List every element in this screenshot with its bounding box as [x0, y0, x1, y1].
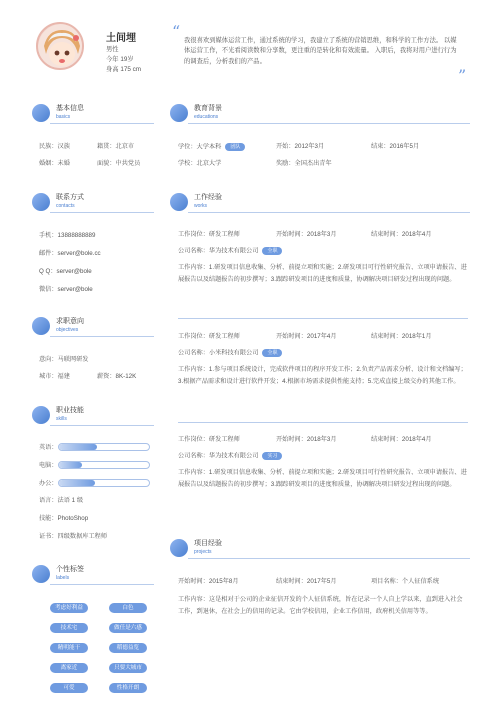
section-dot-icon	[32, 317, 50, 335]
job-end: 结束时间：2018年4月	[371, 436, 432, 443]
profile-gender: 男性	[106, 46, 119, 53]
degree-tag: 团队	[225, 143, 245, 151]
section-divider	[50, 425, 154, 426]
skill-label: 办公：	[39, 480, 58, 487]
section-subtitle: educations	[194, 114, 219, 120]
job-company: 公司名称：华为技术有限公司 实习	[178, 452, 282, 461]
job-position: 工作岗位：研发工程师	[178, 436, 240, 443]
self-intro: 我很喜欢到媒体运营工作，通过系统的学习，我建立了系统的营销思维，和科学的工作方法。 以媒体运营工作，不光看阅读数和分享数，更注重的是转化和有效流量。 入职后，我将对用户进行行为的调查后，分析我们的产品。	[184, 37, 457, 65]
job-type-tag: 全职	[262, 247, 282, 255]
job-start: 开始时间：2018年3月	[276, 231, 337, 238]
section-title: 求职意向	[56, 318, 84, 325]
section-title: 联系方式	[56, 194, 84, 201]
section-skills	[32, 404, 152, 432]
section-subtitle: basics	[56, 114, 71, 120]
project-content: 工作内容：这是相对于公司的企业征信开发的个人征信系统，旨在记录一个人自上学以来，直到进入社会工作，到退休，在社会上的信用的记录。它由学校信用，企业工作信用，政府机关信用等等。	[178, 596, 463, 615]
section-divider	[188, 558, 470, 559]
education-start: 开始：2012年3月	[276, 143, 325, 150]
skill-language: 语言：法语 1 级	[39, 497, 84, 504]
divider	[178, 422, 468, 423]
label-tag: 做任是六感	[109, 623, 147, 633]
divider	[178, 318, 468, 319]
section-work	[170, 191, 470, 219]
section-basic	[32, 102, 152, 130]
skill-label: 电脑：	[39, 462, 58, 469]
section-subtitle: skills	[56, 416, 67, 422]
education-end: 结束：2016年5月	[371, 143, 420, 150]
label-tag: 考虑好利益	[50, 603, 88, 613]
section-title: 个性标签	[56, 566, 84, 573]
job-content: 工作内容：1.参与项目系统设计，完成软件项目的程序开发工作；2.负责产品需求分析、设计和文档编写；3.根据产品需求和设计进行软件开发；4.根据市场需求提供性能支持；5.完成直接上级交办的其他工作。	[178, 366, 467, 385]
section-subtitle: labels	[56, 575, 70, 581]
profile-height: 身高 175 cm	[106, 66, 141, 73]
section-labels	[32, 563, 152, 591]
section-title: 教育背景	[194, 105, 222, 112]
section-education	[170, 102, 470, 130]
section-subtitle: contacts	[56, 203, 75, 209]
label-tag: 白色	[109, 603, 147, 613]
basic-hometown: 籍贯：北京市	[97, 143, 135, 150]
job-company: 公司名称：华为技术有限公司 全职	[178, 247, 282, 256]
job-type-tag: 全职	[262, 349, 282, 357]
basic-ethnicity: 民族：汉族	[39, 143, 70, 150]
project-name: 项目名称：个人征信系统	[371, 578, 440, 585]
job-end: 结束时间：2018年4月	[371, 231, 432, 238]
section-projects	[170, 537, 470, 565]
label-tag: 稻德益览	[109, 643, 147, 653]
project-start: 开始时间：2015年8月	[178, 578, 239, 585]
section-divider	[50, 336, 154, 337]
skill-bar	[58, 443, 150, 451]
section-subtitle: objectives	[56, 327, 79, 333]
section-dot-icon	[32, 193, 50, 211]
section-title: 项目经验	[194, 540, 222, 547]
job-content: 工作内容：1.研发项目信息收集、分析、前提立项和实施；2.研发项目可行性研究报告、立项申请报告、进展报告以及结题报告的初步撰写；3.跟踪研发项目的进度和质量，协调解决项目研发过程出现的问题。	[178, 264, 467, 283]
section-divider	[50, 123, 154, 124]
label-tag: 技术宅	[50, 623, 88, 633]
section-divider	[50, 212, 154, 213]
job-start: 开始时间：2018年3月	[276, 436, 337, 443]
section-title: 工作经验	[194, 194, 222, 201]
section-dot-icon	[32, 406, 50, 424]
label-tag: 精明能干	[50, 643, 88, 653]
skill-label: 英语：	[39, 444, 58, 451]
profile-age: 今年 19岁	[106, 56, 134, 63]
section-dot-icon	[170, 104, 188, 122]
basic-marital: 婚姻：未婚	[39, 160, 70, 167]
education-degree: 学位：大学本科 团队	[178, 143, 245, 152]
objective-intention: 意向：马联网研发	[39, 356, 89, 363]
job-company: 公司名称：小米科技有限公司 全职	[178, 349, 282, 358]
project-end: 结束时间：2017年5月	[276, 578, 337, 585]
job-type-tag: 实习	[262, 452, 282, 460]
section-objective	[32, 315, 152, 343]
objective-salary: 薪资：8K-12K	[97, 373, 137, 380]
job-end: 结束时间：2018年1月	[371, 333, 432, 340]
objective-city: 城市：福建	[39, 373, 70, 380]
section-subtitle: projects	[194, 549, 212, 555]
label-tag: 离家近	[50, 663, 88, 673]
education-award: 奖励：全国杰出青年	[276, 160, 332, 167]
section-divider	[188, 212, 470, 213]
job-position: 工作岗位：研发工程师	[178, 231, 240, 238]
skill-bar	[58, 461, 150, 469]
quote-close-icon: ”	[458, 66, 467, 85]
job-position: 工作岗位：研发工程师	[178, 333, 240, 340]
label-tag: 只要大城市	[109, 663, 147, 673]
contact-phone: 手机：13888888889	[39, 232, 96, 239]
avatar	[36, 22, 84, 70]
education-school: 学校：北京大学	[178, 160, 222, 167]
section-subtitle: works	[194, 203, 208, 209]
label-tag: 性格开朗	[109, 683, 147, 693]
skill-certificate: 证书：四级数据库工程师	[39, 533, 108, 540]
section-dot-icon	[32, 104, 50, 122]
contact-wechat: 微信：server@bole	[39, 286, 93, 293]
section-contact	[32, 191, 152, 219]
section-dot-icon	[32, 565, 50, 583]
skill-bar	[58, 479, 150, 487]
profile-name: 土间埋	[106, 33, 136, 44]
job-content: 工作内容：1.研发项目信息收集、分析、前提立项和实施；2.研发项目可行性研究报告、立项申请报告、进展报告以及结题报告的初步撰写；3.跟踪研发项目的进度和质量，协调解决项目研发过程出现的问题。	[178, 469, 467, 488]
skill-software: 技能：PhotoShop	[39, 515, 89, 522]
label-tag: 可爱	[50, 683, 88, 693]
basic-political: 面貌：中共党员	[97, 160, 141, 167]
section-dot-icon	[170, 539, 188, 557]
contact-qq: Q Q：server@bole	[39, 268, 92, 275]
contact-email: 邮件：server@bole.cc	[39, 250, 101, 257]
section-title: 基本信息	[56, 105, 84, 112]
section-divider	[50, 584, 154, 585]
section-title: 职业技能	[56, 407, 84, 414]
section-divider	[188, 123, 470, 124]
job-start: 开始时间：2017年4月	[276, 333, 337, 340]
quote-open-icon: “	[172, 22, 181, 41]
section-dot-icon	[170, 193, 188, 211]
